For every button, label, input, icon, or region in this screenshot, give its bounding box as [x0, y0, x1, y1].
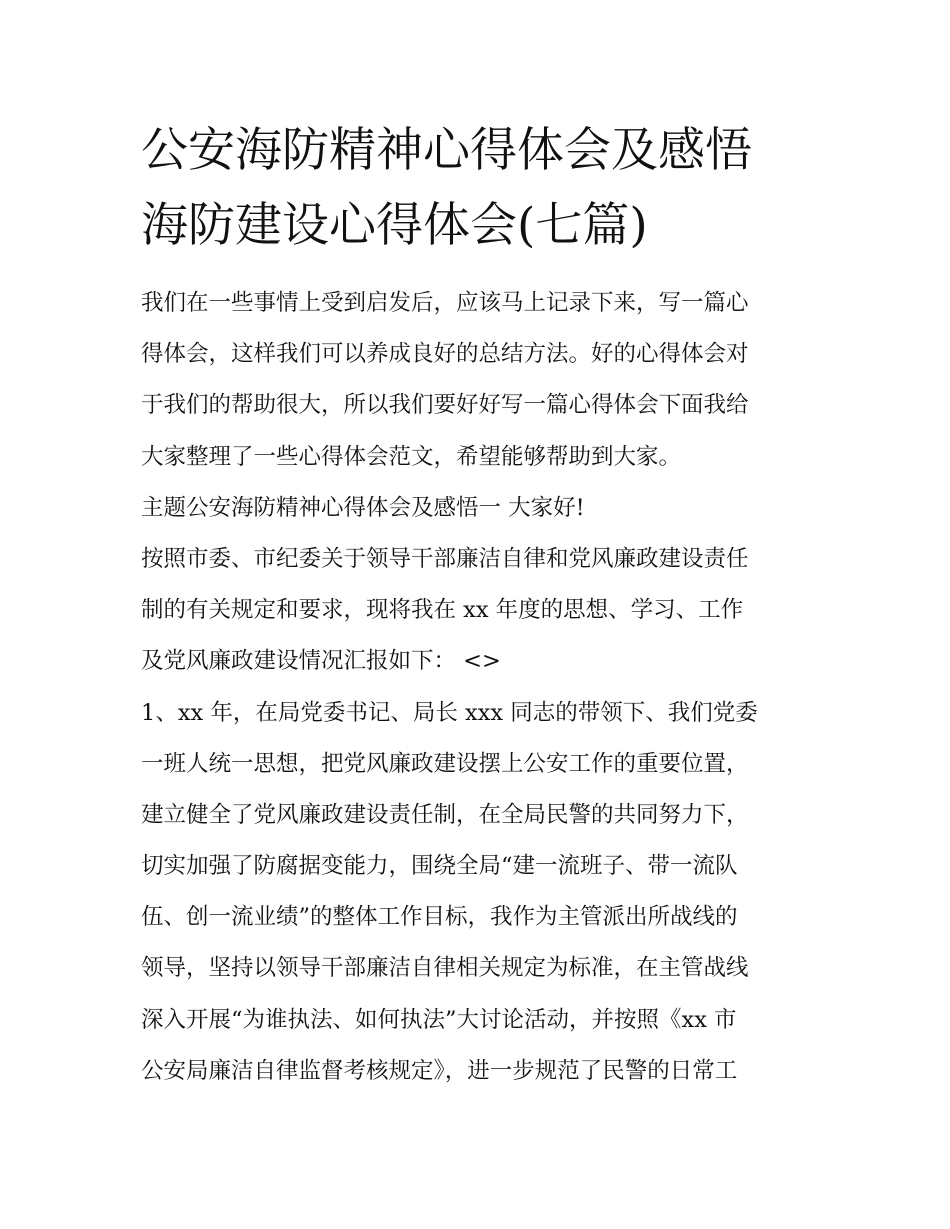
title-line-2: 海防建设心得体会(七篇) — [141, 198, 648, 253]
paragraph-line: 伍、创一流业绩”的整体工作目标，我作为主管派出所战线的 — [141, 904, 738, 931]
paragraph-line: 领导，坚持以领导干部廉洁自律相关规定为标准，在主管战线 — [141, 955, 749, 982]
paragraph-line: 公安局廉洁自律监督考核规定》，进一步规范了民警的日常工 — [141, 1057, 738, 1084]
paragraph-line: 深入开展“为谁执法、如何执法”大讨论活动，并按照《xx 市 — [141, 1006, 737, 1033]
paragraph-line: 制的有关规定和要求，现将我在 xx 年度的思想、学习、工作 — [141, 597, 744, 624]
paragraph-line: 及党风廉政建设情况汇报如下： <> — [141, 648, 501, 675]
paragraph-line: 一班人统一思想，把党风廉政建设摆上公安工作的重要位置， — [141, 750, 749, 777]
title-line-1: 公安海防精神心得体会及感悟 — [141, 123, 752, 178]
paragraph-line: 建立健全了党风廉政建设责任制，在全局民警的共同努力下， — [141, 801, 749, 828]
document-body — [141, 278, 821, 1097]
paragraph-line: 1、xx 年，在局党委书记、局长 xxx 同志的带领下、我们党委 — [141, 699, 758, 726]
paragraph-line: 按照市委、市纪委关于领导干部廉洁自律和党风廉政建设责任 — [141, 545, 749, 572]
document-title — [141, 113, 841, 263]
paragraph-line: 我们在一些事情上受到启发后，应该马上记录下来，写一篇心 — [141, 290, 749, 316]
paragraph-line: 大家整理了一些心得体会范文，希望能够帮助到大家。 — [141, 443, 682, 470]
paragraph-line: 于我们的帮助很大，所以我们要好好写一篇心得体会下面我给 — [141, 392, 749, 419]
paragraph-line: 得体会，这样我们可以养成良好的总结方法。好的心得体会对 — [141, 341, 749, 368]
paragraph-line: 主题公安海防精神心得体会及感悟一 大家好! — [141, 494, 585, 521]
paragraph-line: 切实加强了防腐据变能力，围绕全局“建一流班子、带一流队 — [141, 853, 738, 880]
